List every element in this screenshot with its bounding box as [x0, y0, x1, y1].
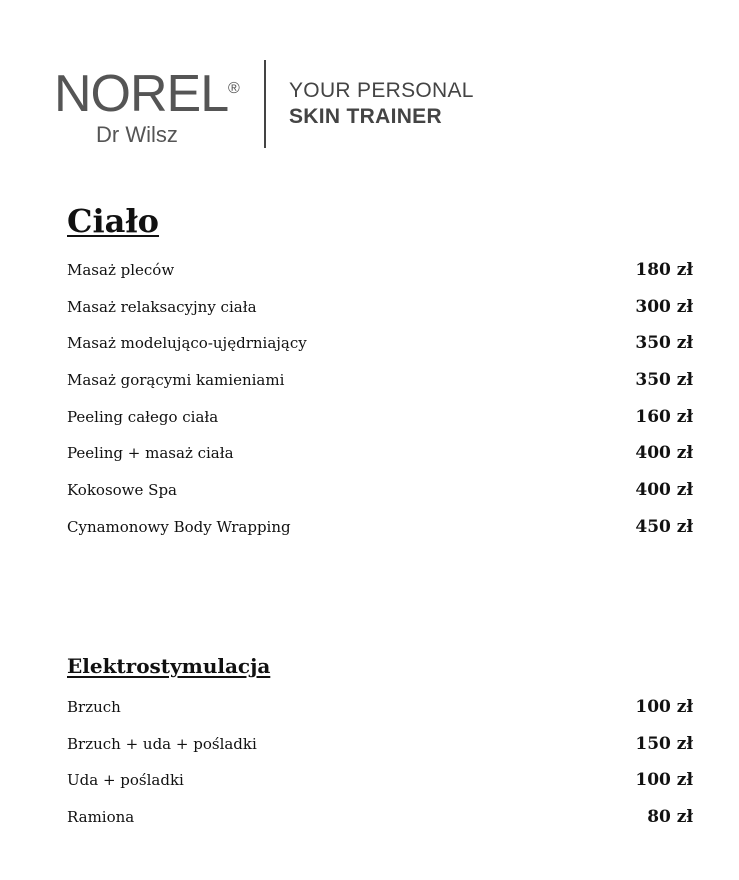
price-row — [67, 441, 693, 478]
logo-divider — [264, 60, 266, 148]
price-row — [67, 368, 693, 405]
price-row — [67, 515, 693, 552]
treatment-price: 100 zł — [635, 770, 693, 791]
price-row — [67, 331, 693, 368]
treatment-price: 350 zł — [635, 370, 693, 391]
treatment-price: 300 zł — [635, 296, 693, 317]
treatment-name: Cynamonowy Body Wrapping — [67, 517, 291, 536]
treatment-name: Kokosowe Spa — [67, 481, 177, 500]
section-title-body: Ciało — [67, 202, 160, 240]
treatment-name: Peeling całego ciała — [67, 407, 219, 426]
treatment-price: 180 zł — [635, 260, 693, 280]
treatment-name: Masaż gorącymi kamieniami — [67, 371, 285, 390]
registered-mark: ® — [228, 80, 240, 97]
brand-wordmark: NOREL — [54, 65, 229, 123]
treatment-name: Masaż relaksacyjny ciała — [67, 297, 257, 316]
price-list-electrostimulation — [67, 695, 693, 842]
brand-logo — [52, 58, 252, 153]
treatment-price: 150 zł — [635, 733, 693, 754]
treatment-price: 400 zł — [635, 480, 693, 501]
price-row — [67, 695, 693, 732]
price-row — [67, 732, 693, 769]
treatment-name: Uda + pośladki — [67, 771, 184, 790]
treatment-price: 160 zł — [635, 406, 693, 427]
treatment-name: Brzuch + uda + pośladki — [67, 734, 257, 753]
brand-subtitle: Dr Wilsz — [96, 122, 178, 147]
treatment-name: Brzuch — [67, 698, 121, 716]
treatment-name: Masaż modelująco-ujędrniający — [67, 334, 307, 353]
price-row — [67, 478, 693, 515]
tagline-line-1: YOUR PERSONAL — [289, 79, 474, 102]
price-row — [67, 768, 693, 805]
tagline-line-2: SKIN TRAINER — [289, 104, 442, 128]
brand-header — [52, 58, 482, 153]
price-row — [67, 295, 693, 332]
price-list-body — [67, 258, 693, 552]
price-row — [67, 258, 693, 295]
treatment-price: 400 zł — [635, 443, 693, 464]
treatment-name: Ramiona — [67, 808, 135, 827]
price-row — [67, 805, 693, 842]
tagline — [289, 78, 474, 129]
treatment-price: 100 zł — [635, 697, 693, 717]
treatment-price: 350 zł — [635, 333, 693, 354]
treatment-name: Peeling + masaż ciała — [67, 444, 234, 463]
treatment-price: 80 zł — [647, 807, 693, 828]
price-row — [67, 405, 693, 442]
treatment-price: 450 zł — [635, 516, 693, 537]
treatment-name: Masaż pleców — [67, 261, 175, 279]
section-title-electrostimulation: Elektrostymulacja — [67, 654, 271, 678]
